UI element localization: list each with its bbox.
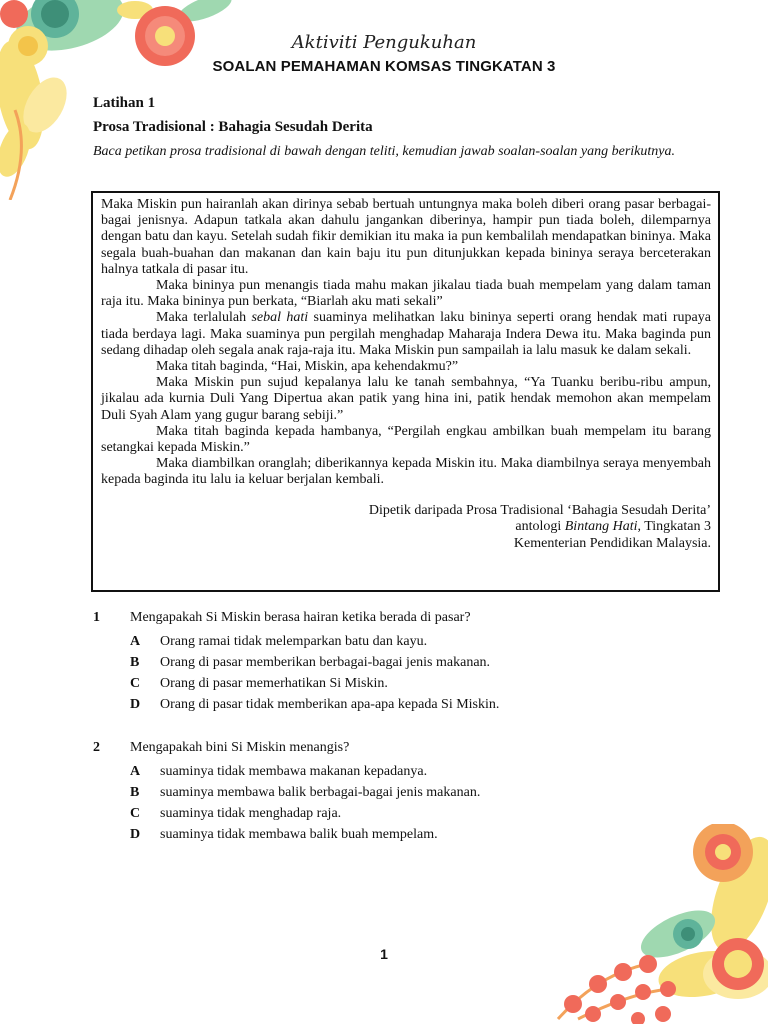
- exercise-label: Latihan 1: [93, 95, 156, 111]
- option-letter: B: [130, 785, 140, 800]
- source-anthology-title: Bintang Hati: [564, 519, 638, 535]
- prosa-title: Prosa Tradisional : Bahagia Sesudah Derita: [93, 119, 373, 135]
- floral-decoration-bottom-right: [438, 824, 768, 1024]
- source-anthology-prefix: antologi: [515, 519, 565, 535]
- option-letter: D: [130, 697, 141, 712]
- passage-paragraph-4: Maka titah baginda, “Hai, Miskin, apa kehendakmu?”: [156, 359, 459, 375]
- passage-emphasis: sebal hati: [251, 310, 309, 326]
- question-number: 2: [93, 740, 100, 755]
- passage-paragraph-2: Maka bininya pun menangis tiada mahu makan jikalau tiada buah mempelam yang dalam taman raja itu. Maka bininya pun berkata, “Biarlah aku mati sekali”: [101, 278, 711, 310]
- passage-paragraph-3-start: Maka terlalulah: [156, 310, 252, 326]
- passage-source: [101, 503, 711, 553]
- option-letter: A: [130, 764, 141, 779]
- option-text: suaminya tidak menghadap raja.: [160, 806, 342, 821]
- option-item[interactable]: [93, 764, 733, 780]
- question-number: 1: [93, 610, 100, 625]
- source-anthology-suffix: , Tingkatan 3: [637, 519, 711, 535]
- option-text: Orang ramai tidak melemparkan batu dan kayu.: [160, 634, 428, 649]
- passage-paragraph-7: Maka diambilkan oranglah; diberikannya kepada Miskin itu. Maka diambilnya seraya menyembah kepada baginda itu lalu ia keluar berjalan kembali.: [101, 456, 711, 488]
- source-line-1: Dipetik daripada Prosa Tradisional ‘Bahagia Sesudah Derita’: [368, 502, 711, 518]
- option-item[interactable]: [93, 785, 733, 801]
- option-item[interactable]: [93, 806, 733, 822]
- passage-paragraph-1: Maka Miskin pun hairanlah akan dirinya sebab bertuah untungnya maka boleh diberi orang pasar berbagai-bagai jenisnya. Adapun tatkala akan dahulu jangankan diberinya, hampir pun tiada boleh, dilemparnya dengan batu dan kayu. Setelah sudah fikir demikian itu maka ia pun kembalilah mendapatkan bininya. Maka segala buah-buahan dan makanan dan kain baju itu pun ditunjukkan kepada bininya seraya berceterakan halnya tatkala di pasar itu.: [101, 197, 711, 277]
- option-item[interactable]: [93, 634, 733, 650]
- page-number: 1: [380, 946, 388, 962]
- question-text: Mengapakah bini Si Miskin menangis?: [130, 740, 350, 755]
- option-item[interactable]: [93, 697, 733, 713]
- option-text: suaminya membawa balik berbagai-bagai jenis makanan.: [160, 785, 481, 800]
- option-letter: C: [130, 676, 141, 691]
- activity-script-title: Aktiviti Pengukuhan: [291, 32, 477, 53]
- instruction-text: Baca petikan prosa tradisional di bawah dengan teliti, kemudian jawab soalan-soalan yang berikutnya.: [93, 144, 675, 159]
- passage-paragraph-5: Maka Miskin pun sujud kepalanya lalu ke tanah sembahnya, “Ya Tuanku beribu-ribu ampun, jikalau ada kurnia Duli Yang Dipertua akan patik yang hina ini, patik hendak memohon akan mempelam Duli Syah Alam yang gugur barang sebiji.”: [101, 375, 711, 423]
- option-text: Orang di pasar memberikan berbagai-bagai jenis makanan.: [160, 655, 491, 670]
- source-line-2: [101, 519, 711, 536]
- option-item[interactable]: [93, 827, 733, 843]
- source-line-3: Kementerian Pendidikan Malaysia.: [513, 535, 711, 551]
- option-letter: D: [130, 827, 141, 842]
- option-item[interactable]: [93, 676, 733, 692]
- question-1: [93, 610, 733, 713]
- option-letter: A: [130, 634, 141, 649]
- option-letter: B: [130, 655, 140, 670]
- passage-paragraph-3-end: suaminya melihatkan laku bininya seperti orang hendak mati rupaya tiada berdaya lagi. Maka suaminya pun pergilah menghadap Maharaja Indera Dewa itu. Maka baginda pun sedang dihadap oleh segala anak raja-raja itu. Maka Miskin pun sampailah ia lalu masuk ke dalam sekali.: [101, 310, 711, 358]
- question-text: Mengapakah Si Miskin berasa hairan ketika berada di pasar?: [130, 610, 471, 625]
- passage-box: [91, 191, 720, 592]
- option-item[interactable]: [93, 655, 733, 671]
- option-text: Orang di pasar memerhatikan Si Miskin.: [160, 676, 388, 691]
- question-2: [93, 740, 733, 843]
- passage-paragraph-6: Maka titah baginda kepada hambanya, “Pergilah engkau ambilkan buah mempelam itu barang setangkai kepada Miskin.”: [101, 423, 711, 456]
- option-text: Orang di pasar tidak memberikan apa-apa kepada Si Miskin.: [160, 697, 500, 712]
- option-text: suaminya tidak membawa balik buah mempelam.: [160, 827, 438, 842]
- option-text: suaminya tidak membawa makanan kepadanya.: [160, 764, 428, 779]
- passage-paragraph-3: [101, 310, 711, 359]
- option-letter: C: [130, 806, 141, 821]
- page-title: SOALAN PEMAHAMAN KOMSAS TINGKATAN 3: [212, 58, 556, 75]
